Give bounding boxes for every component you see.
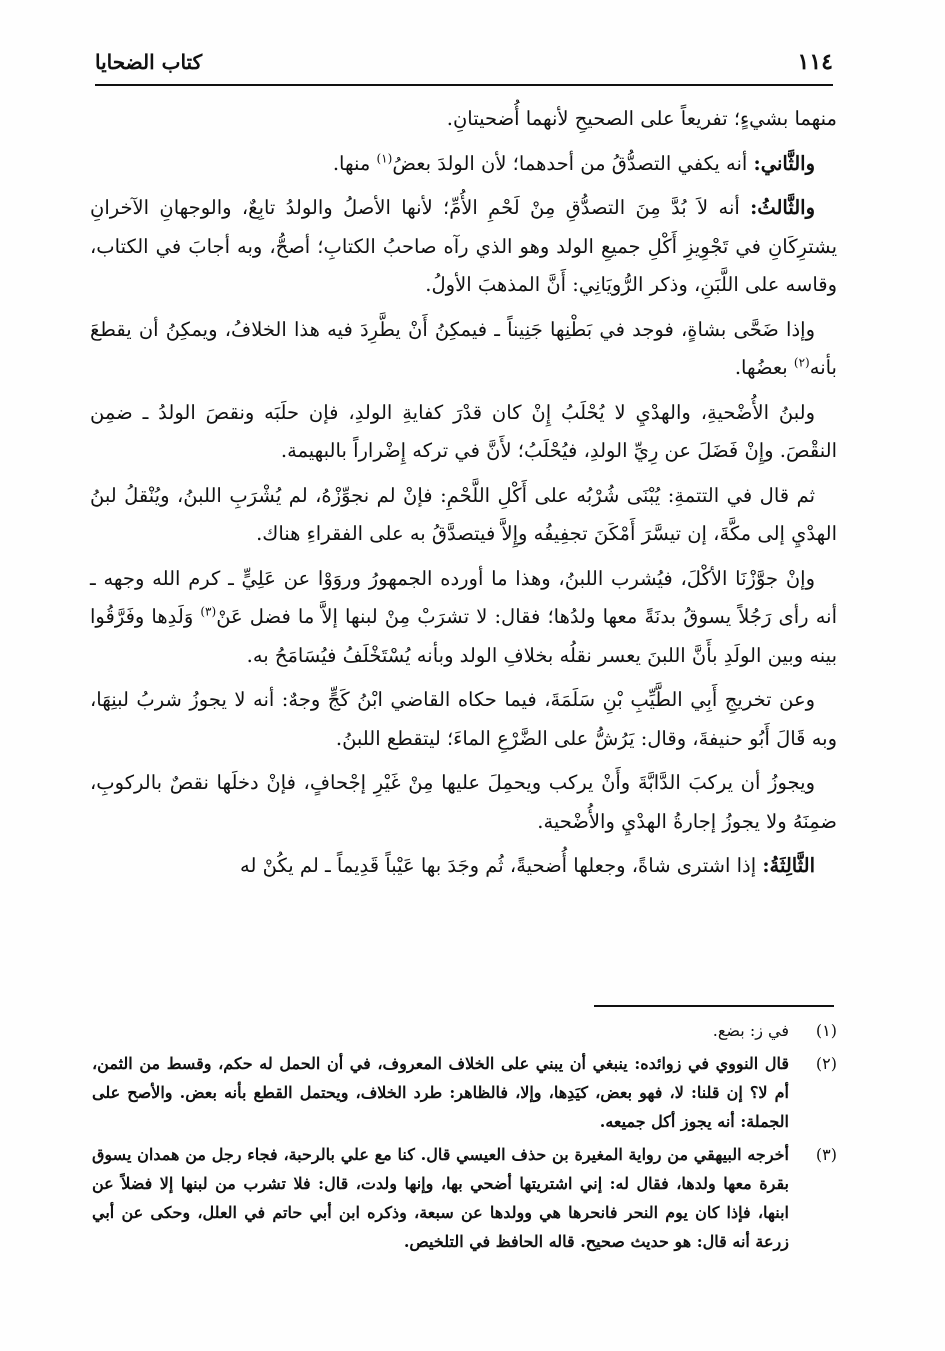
paragraph-1: منهما بشيءٍ؛ تفريعاً على الصحيحِ لأنهما أُضحيتانِ. — [446, 107, 837, 130]
paragraph-8: وعن تخريجِ أَبِي الطَّيِّبِ بْنِ سَلَمَةَ، فيما حكاه القاضي ابْنُ كَجٍّ وجهٌ: أنه لا يجوزُ شربُ لبنِهَا، وبه قَالَ أَبُو حنيفةَ، وقال: يَرُشُّ على الضَّرْعِ الماءَ؛ ليتقطع اللبنُ. — [90, 688, 837, 750]
footnote-text: في ز: بضع. — [712, 1021, 789, 1040]
footnote-number: (٣) — [815, 1145, 837, 1164]
page-header — [95, 40, 833, 86]
paragraph-10-label: الثَّالِثَةُ: — [762, 854, 815, 877]
paragraph-9: ويجوزُ أن يركبَ الدَّابَّةَ وأَنْ يركب ويحمِلَ عليها مِنْ غَيْرِ إجْحافٍ، فإنْ دخلَها نقصٌ بالركوبِ، ضمِنَهُ ولا يجوزُ إجارةُ الهدْيِ والأُضْحية. — [90, 771, 837, 833]
paragraph-3-text: أنه لاَ بُدَّ مِنَ التصدُّقِ مِنْ لَحْمِ الأُمِّ؛ لأنها الأصلُ والولدُ تابِعٌ، والوجهانِ الآخرانِ يشترِكَانِ في تَجْوِيزِ أَكْلِ جميعِ الولد وهو الذي رآه صاحبُ الكتابِ؛ أصحُّ، وبه أجابَ في الكتاب، وقاسه على اللَّبَنِ، وذكر الرُّويَانِي: أَنَّ المذهبَ الأولُ. — [90, 196, 837, 296]
paragraph-7-text-a: وإنْ جوَّزْنَا الأكْلَ، فيُشرب اللبنُ، وهذا ما أورده الجمهورُ وروَوْا عن عَلِيٍّ ـ كرم الله وجهه ـ أنه رأى رَجُلاً يسوقُ بدنَةً معها ولدُها؛ فقال: لا تشرَبْ مِنْ لبنها إلاَّ ما فضل عَنْ — [90, 566, 838, 628]
footnote-ref-3[interactable]: (٣) — [200, 604, 217, 619]
paragraph-7-text-b: وَلَدِها وفَرَّقُوا بينه وبين الولَدِ بأَنَّ اللبنَ يعسر نقلُه بخلافِ الولد وبأنه يُسْتَخْلَفُ فيُسَامَحُ به. — [90, 605, 837, 667]
paragraph-4-text-a: وإذا ضَحَّى بشاةٍ، فوجد في بَطْنِها جَنِيناً ـ فيمكِنُ أَنْ يطَّرِدَ فيه هذا الخلافُ، ويمكِنُ أن يقطعَ بأنه — [90, 317, 837, 379]
paragraph-7 — [90, 560, 837, 676]
paragraph-2-text-b: منها. — [332, 151, 377, 175]
paragraph-2-label: والثَّاني: — [753, 151, 815, 175]
running-title: كتاب الضحايا — [95, 50, 203, 74]
footnote-3 — [92, 1140, 837, 1256]
footnote-ref-1[interactable]: (١) — [376, 151, 393, 165]
footnote-number: (٢) — [815, 1054, 837, 1073]
footnote-text: أخرجه البيهقي من رواية المغيرة بن حذف العيسي قال. كنا مع علي بالرحبة، فجاء رجل من همدان يسوق بقرة معها ولدها، فقال له: إني اشتريتها أضحي بها، وإنها ولدت، قال: فلا تشرب من لبنها إلا فضلاً عن ابنها، فإذا كان يوم النحر فانحرها هي وولدها عن سبعة، وذكره ابن أبي حاتم في العلل، وحكى عن أبي زرعة أنه قال: هو حديث صحيح. قاله الحافظ في التلخيص. — [92, 1145, 790, 1251]
page-number: ١١٤ — [797, 49, 833, 75]
paragraph-10-text: إذا اشترى شاةً، وجعلها أُضحيةً، ثُم وجَدَ بها عَيْباً قَدِيماً ـ لم يكُنْ له — [240, 854, 763, 877]
footnote-1 — [92, 1016, 837, 1045]
footnote-2 — [92, 1049, 837, 1136]
paragraph-5: ولبنُ الأُضْحيةِ، والهدْيِ لا يُحْلَبُ إِنْ كان قدْرَ كفايةِ الولدِ، فإن حلَبَه ونقصَ الولدُ ـ ضمِن النقْصَ. وإِنْ فَضَلَ عن رِيِّ الولدِ، فيُحْلَبُ؛ لأَنَّ في تركه إِضْراراً بالبهيمة. — [90, 400, 837, 462]
footnote-separator — [594, 1005, 834, 1007]
paragraph-10 — [90, 847, 837, 886]
main-text — [90, 100, 837, 892]
paragraph-2 — [90, 145, 837, 184]
paragraph-6: ثم قال في التتمةِ: يُبْنَى شُرْبُه على أَكْلِ اللَّحْمِ: فإنْ لم نجوِّزْهُ، لم يُشْرَبِ اللبنُ، ويُنْقلُ لبنُ الهدْيِ إلى مكَّةَ، إن تيسَّرَ أَمْكَنَ تجفِيفُه وإِلاَّ فيتصدَّقُ به على الفقراءِ هناك. — [90, 483, 837, 545]
paragraph-4 — [90, 311, 837, 388]
footnote-number: (١) — [815, 1021, 837, 1040]
paragraph-3 — [90, 189, 837, 305]
paragraph-2-text-a: أنه يكفي التصدُّقُ من أحدهما؛ لأن الولدَ بعضُ — [392, 151, 754, 175]
footnote-text: قال النووي في زوائده: ينبغي أن يبني على الخلاف المعروف، في أن الحمل له حكم، وقسط من الثمن، أم لا؟ إن قلنا: لا، فهو بعض، كيَدِها، وإلا، فالظاهر: طرد الخلاف، ويحتمل القطع بأنه بعض. والأصح على الجملة: أنه يجوز أكل جميعه. — [92, 1054, 790, 1131]
paragraph-3-label: والثَّالثُ: — [750, 196, 815, 219]
footnotes — [92, 1016, 837, 1260]
footnote-ref-2[interactable]: (٢) — [793, 355, 810, 370]
paragraph-4-text-b: بعضُها. — [734, 356, 794, 379]
